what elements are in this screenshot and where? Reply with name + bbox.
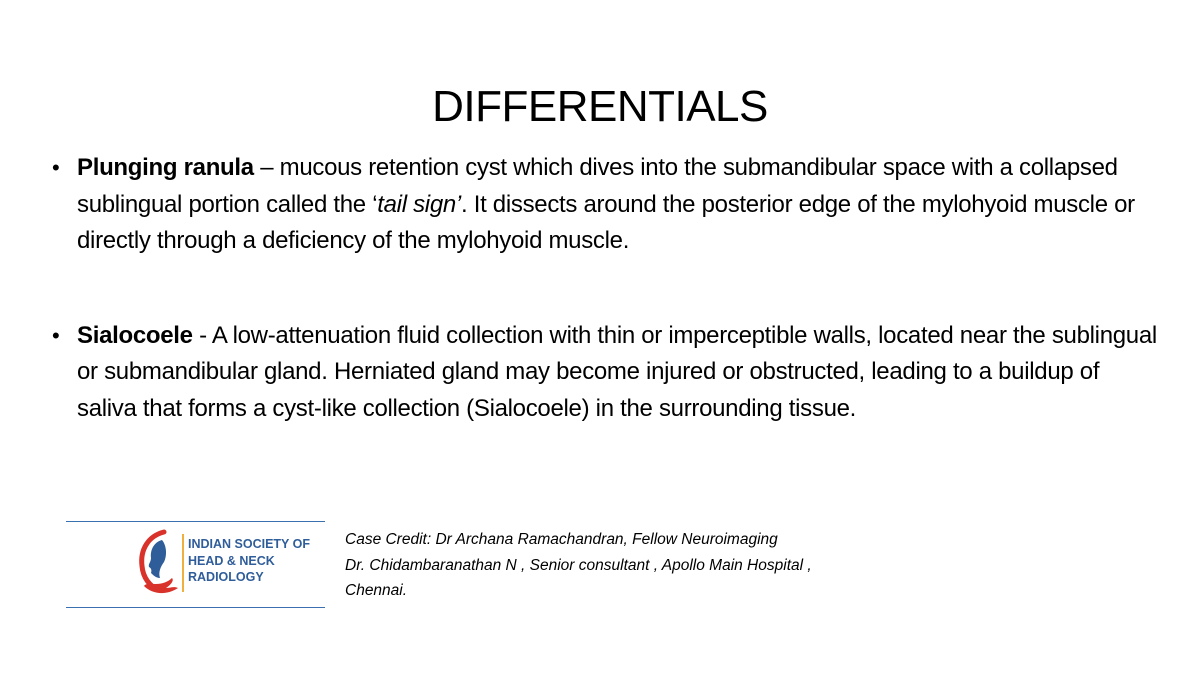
bullet-dot: •: [52, 155, 60, 180]
bullet-dot: •: [52, 322, 60, 348]
society-name-line: RADIOLOGY: [188, 570, 264, 584]
logo-divider: [182, 534, 184, 592]
bullet-italic-term: tail sign’: [377, 190, 461, 218]
bullet-sialocoele: [52, 318, 1162, 428]
bullet-term: Plunging ranula: [77, 154, 254, 181]
bullet-text: - A low-attenuation fluid collection with thin or imperceptible walls, located near the sublingual or submandibular gland. Herniated gland may become injured or obstructed, leading to a buildup of saliva that forms a cyst-like collection (Sialocoele) in the surrounding tissue.: [77, 321, 1157, 422]
differentials-list: [52, 150, 1162, 427]
bullet-text: . It dissects around the posterior edge of the mylohyoid muscle or directly through a deficiency of the mylohyoid muscle.: [77, 190, 1135, 254]
society-name-line: HEAD & NECK: [188, 553, 275, 568]
credit-line: Case Credit: Dr Archana Ramachandran, Fellow Neuroimaging: [345, 531, 778, 548]
bullet-term: Sialocoele: [77, 321, 193, 349]
head-neck-logo-icon: [134, 528, 182, 600]
case-credit: [345, 527, 812, 604]
slide-title: DIFFERENTIALS: [432, 82, 768, 132]
bullet-plunging-ranula: [52, 150, 1162, 260]
bullet-text: – mucous retention cyst which dives into the submandibular space with a collapsed sublingual portion called the ‘: [77, 154, 1118, 218]
logo-rule-top: [66, 521, 325, 522]
credit-line: Chennai.: [345, 582, 408, 599]
credit-line: Dr. Chidambaranathan N , Senior consultant , Apollo Main Hospital ,: [345, 556, 812, 574]
society-name-line: INDIAN SOCIETY OF: [188, 537, 311, 551]
society-logo: [134, 526, 324, 602]
society-logo-block: [66, 520, 326, 610]
society-name: [188, 536, 310, 586]
logo-rule-bottom: [66, 607, 325, 608]
